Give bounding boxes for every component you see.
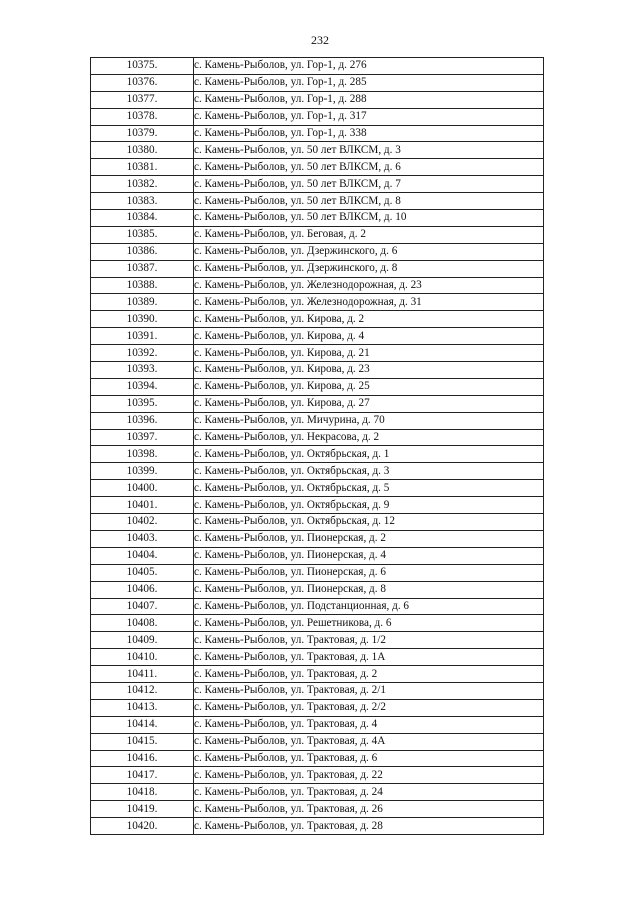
row-number-cell: 10378. [91, 108, 194, 125]
row-number-cell: 10416. [91, 750, 194, 767]
address-cell: с. Камень-Рыболов, ул. 50 лет ВЛКСМ, д. 8 [194, 193, 544, 210]
table-row [91, 564, 544, 581]
table-row [91, 243, 544, 260]
row-number-cell: 10385. [91, 226, 194, 243]
table-row [91, 750, 544, 767]
table-row [91, 311, 544, 328]
address-cell: с. Камень-Рыболов, ул. Трактовая, д. 22 [194, 767, 544, 784]
table-row [91, 226, 544, 243]
address-cell: с. Камень-Рыболов, ул. Трактовая, д. 1А [194, 649, 544, 666]
table-row [91, 58, 544, 75]
address-cell: с. Камень-Рыболов, ул. 50 лет ВЛКСМ, д. 3 [194, 142, 544, 159]
row-number-cell: 10418. [91, 784, 194, 801]
row-number-cell: 10375. [91, 58, 194, 75]
table-row [91, 142, 544, 159]
row-number-cell: 10412. [91, 682, 194, 699]
row-number-cell: 10415. [91, 733, 194, 750]
table-row [91, 125, 544, 142]
address-cell: с. Камень-Рыболов, ул. Кирова, д. 25 [194, 378, 544, 395]
table-row [91, 260, 544, 277]
table-row [91, 649, 544, 666]
row-number-cell: 10413. [91, 699, 194, 716]
row-number-cell: 10407. [91, 598, 194, 615]
table-row [91, 547, 544, 564]
row-number-cell: 10392. [91, 345, 194, 362]
table-row [91, 176, 544, 193]
table-row [91, 463, 544, 480]
row-number-cell: 10379. [91, 125, 194, 142]
table-row [91, 345, 544, 362]
row-number-cell: 10383. [91, 193, 194, 210]
address-cell: с. Камень-Рыболов, ул. Некрасова, д. 2 [194, 429, 544, 446]
table-row [91, 716, 544, 733]
address-cell: с. Камень-Рыболов, ул. Гор-1, д. 285 [194, 74, 544, 91]
address-cell: с. Камень-Рыболов, ул. Пионерская, д. 4 [194, 547, 544, 564]
row-number-cell: 10406. [91, 581, 194, 598]
table-row [91, 801, 544, 818]
row-number-cell: 10395. [91, 395, 194, 412]
address-cell: с. Камень-Рыболов, ул. Трактовая, д. 2/2 [194, 699, 544, 716]
row-number-cell: 10390. [91, 311, 194, 328]
address-cell: с. Камень-Рыболов, ул. Дзержинского, д. 6 [194, 243, 544, 260]
address-cell: с. Камень-Рыболов, ул. Трактовая, д. 2/1 [194, 682, 544, 699]
table-row [91, 598, 544, 615]
address-cell: с. Камень-Рыболов, ул. Октябрьская, д. 3 [194, 463, 544, 480]
address-cell: с. Камень-Рыболов, ул. Пионерская, д. 6 [194, 564, 544, 581]
address-cell: с. Камень-Рыболов, ул. Кирова, д. 21 [194, 345, 544, 362]
row-number-cell: 10388. [91, 277, 194, 294]
table-row [91, 666, 544, 683]
row-number-cell: 10420. [91, 818, 194, 835]
address-cell: с. Камень-Рыболов, ул. Решетникова, д. 6 [194, 615, 544, 632]
row-number-cell: 10397. [91, 429, 194, 446]
row-number-cell: 10387. [91, 260, 194, 277]
table-row [91, 632, 544, 649]
table-row [91, 784, 544, 801]
address-cell: с. Камень-Рыболов, ул. Гор-1, д. 276 [194, 58, 544, 75]
table-row [91, 514, 544, 531]
table-row [91, 159, 544, 176]
table-row [91, 530, 544, 547]
address-cell: с. Камень-Рыболов, ул. Гор-1, д. 338 [194, 125, 544, 142]
row-number-cell: 10399. [91, 463, 194, 480]
row-number-cell: 10386. [91, 243, 194, 260]
table-row [91, 193, 544, 210]
row-number-cell: 10380. [91, 142, 194, 159]
address-cell: с. Камень-Рыболов, ул. Мичурина, д. 70 [194, 412, 544, 429]
table-row [91, 91, 544, 108]
table-row [91, 108, 544, 125]
table-row [91, 733, 544, 750]
table-row [91, 818, 544, 835]
address-cell: с. Камень-Рыболов, ул. Кирова, д. 4 [194, 328, 544, 345]
address-cell: с. Камень-Рыболов, ул. Октябрьская, д. 5 [194, 480, 544, 497]
row-number-cell: 10377. [91, 91, 194, 108]
address-cell: с. Камень-Рыболов, ул. Кирова, д. 2 [194, 311, 544, 328]
table-row [91, 446, 544, 463]
address-cell: с. Камень-Рыболов, ул. 50 лет ВЛКСМ, д. 7 [194, 176, 544, 193]
table-row [91, 480, 544, 497]
address-cell: с. Камень-Рыболов, ул. Трактовая, д. 28 [194, 818, 544, 835]
row-number-cell: 10391. [91, 328, 194, 345]
address-cell: с. Камень-Рыболов, ул. Трактовая, д. 4 [194, 716, 544, 733]
row-number-cell: 10408. [91, 615, 194, 632]
table-body [91, 58, 544, 835]
page-number: 232 [311, 33, 329, 47]
table-row [91, 699, 544, 716]
address-cell: с. Камень-Рыболов, ул. Трактовая, д. 24 [194, 784, 544, 801]
address-cell: с. Камень-Рыболов, ул. Пионерская, д. 8 [194, 581, 544, 598]
row-number-cell: 10394. [91, 378, 194, 395]
row-number-cell: 10403. [91, 530, 194, 547]
row-number-cell: 10411. [91, 666, 194, 683]
address-cell: с. Камень-Рыболов, ул. Октябрьская, д. 9 [194, 497, 544, 514]
row-number-cell: 10410. [91, 649, 194, 666]
address-cell: с. Камень-Рыболов, ул. 50 лет ВЛКСМ, д. 6 [194, 159, 544, 176]
address-cell: с. Камень-Рыболов, ул. Подстанционная, д. 6 [194, 598, 544, 615]
address-table [90, 57, 544, 835]
address-cell: с. Камень-Рыболов, ул. Трактовая, д. 1/2 [194, 632, 544, 649]
address-cell: с. Камень-Рыболов, ул. Железнодорожная, д. 31 [194, 294, 544, 311]
address-cell: с. Камень-Рыболов, ул. Беговая, д. 2 [194, 226, 544, 243]
row-number-cell: 10414. [91, 716, 194, 733]
row-number-cell: 10405. [91, 564, 194, 581]
table-row [91, 682, 544, 699]
row-number-cell: 10409. [91, 632, 194, 649]
address-cell: с. Камень-Рыболов, ул. Трактовая, д. 6 [194, 750, 544, 767]
row-number-cell: 10404. [91, 547, 194, 564]
row-number-cell: 10417. [91, 767, 194, 784]
address-cell: с. Камень-Рыболов, ул. Кирова, д. 23 [194, 362, 544, 379]
row-number-cell: 10376. [91, 74, 194, 91]
address-cell: с. Камень-Рыболов, ул. Кирова, д. 27 [194, 395, 544, 412]
table-row [91, 378, 544, 395]
row-number-cell: 10389. [91, 294, 194, 311]
address-cell: с. Камень-Рыболов, ул. Гор-1, д. 288 [194, 91, 544, 108]
row-number-cell: 10396. [91, 412, 194, 429]
table-row [91, 362, 544, 379]
table-row [91, 615, 544, 632]
address-cell: с. Камень-Рыболов, ул. Пионерская, д. 2 [194, 530, 544, 547]
table-row [91, 767, 544, 784]
table-row [91, 277, 544, 294]
row-number-cell: 10400. [91, 480, 194, 497]
table-row [91, 294, 544, 311]
table-row [91, 412, 544, 429]
row-number-cell: 10393. [91, 362, 194, 379]
row-number-cell: 10402. [91, 514, 194, 531]
address-cell: с. Камень-Рыболов, ул. 50 лет ВЛКСМ, д. 10 [194, 210, 544, 227]
table-row [91, 328, 544, 345]
address-cell: с. Камень-Рыболов, ул. Трактовая, д. 4А [194, 733, 544, 750]
row-number-cell: 10419. [91, 801, 194, 818]
address-cell: с. Камень-Рыболов, ул. Гор-1, д. 317 [194, 108, 544, 125]
address-cell: с. Камень-Рыболов, ул. Железнодорожная, д. 23 [194, 277, 544, 294]
table-row [91, 429, 544, 446]
row-number-cell: 10401. [91, 497, 194, 514]
address-cell: с. Камень-Рыболов, ул. Октябрьская, д. 1 [194, 446, 544, 463]
address-cell: с. Камень-Рыболов, ул. Трактовая, д. 26 [194, 801, 544, 818]
row-number-cell: 10382. [91, 176, 194, 193]
row-number-cell: 10398. [91, 446, 194, 463]
table-row [91, 74, 544, 91]
address-cell: с. Камень-Рыболов, ул. Дзержинского, д. 8 [194, 260, 544, 277]
table-row [91, 581, 544, 598]
row-number-cell: 10381. [91, 159, 194, 176]
address-cell: с. Камень-Рыболов, ул. Трактовая, д. 2 [194, 666, 544, 683]
table-row [91, 497, 544, 514]
row-number-cell: 10384. [91, 210, 194, 227]
table-row [91, 395, 544, 412]
table-row [91, 210, 544, 227]
address-cell: с. Камень-Рыболов, ул. Октябрьская, д. 12 [194, 514, 544, 531]
